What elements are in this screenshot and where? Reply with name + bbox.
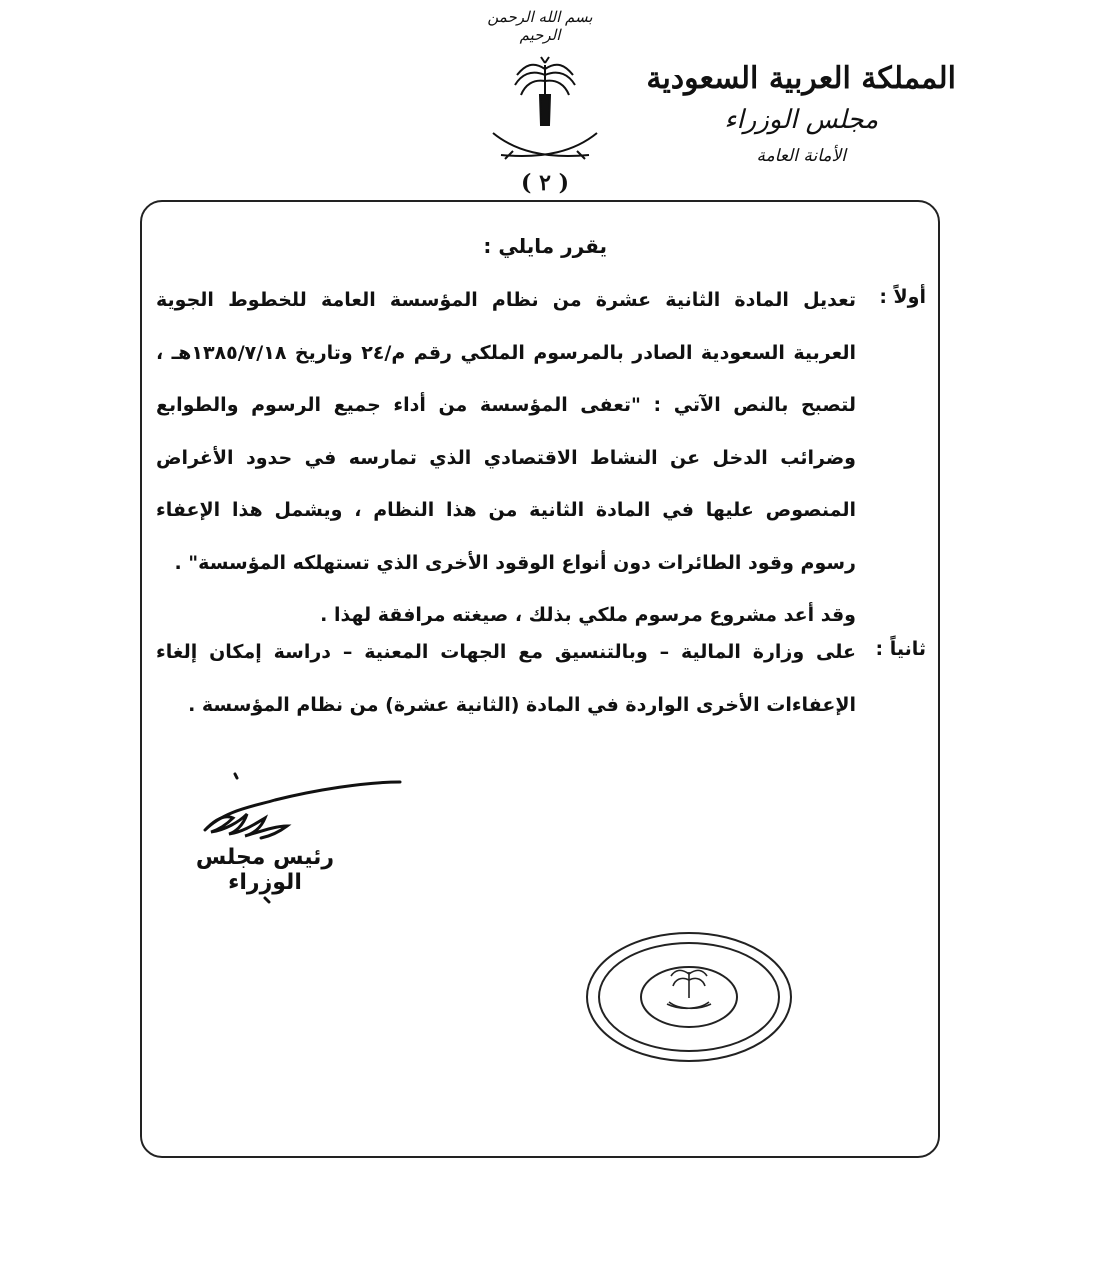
general-secretariat: الأمانة العامة: [756, 146, 846, 166]
saudi-emblem-icon: [485, 55, 605, 175]
clause-1-note: وقد أعد مشروع مرسوم ملكي بذلك ، صيغته مرافقة لهذا .: [320, 604, 856, 626]
clause-2-body: [156, 626, 856, 731]
page-number: ( ٢ ): [521, 170, 569, 196]
basmala: بسم الله الرحمن الرحيم: [487, 8, 593, 44]
official-seal: [583, 928, 795, 1066]
decides-heading: يقرر مايلي :: [483, 234, 607, 258]
council-name: مجلس الوزراء: [724, 105, 879, 135]
signer-title: رئيس مجلس الوزراء: [195, 845, 335, 895]
clause-1-body: [156, 274, 856, 642]
clause-1-text: تعديل المادة الثانية عشرة من نظام المؤسسة العامة للخطوط الجوية العربية السعودية الصادر بالمرسوم الملكي رقم م/٢٤ وتاريخ ١٣٨٥/٧/١٨هـ ، لتصبح بالنص الآتي : "تعفى المؤسسة من أداء جميع الرسوم والطوابع وضرائب الدخل عن النشاط الاقتصادي الذي تمارسه في حدود الأغراض المنصوص عليها في المادة الثانية من هذا النظام ، ويشمل هذا الإعفاء رسوم وقود الطائرات دون أنواع الوقود الأخرى الذي تستهلكه المؤسسة" .: [156, 289, 856, 574]
kingdom-name: المملكة العربية السعودية: [646, 61, 956, 96]
letterhead: [646, 58, 956, 172]
clause-1-label: أولاً :: [879, 286, 926, 308]
clause-2-label: ثانياً :: [875, 638, 926, 660]
clause-2-text: على وزارة المالية – وبالتنسيق مع الجهات المعنية – دراسة إمكان إلغاء الإعفاءات الأخرى الواردة في المادة (الثانية عشرة) من نظام المؤسسة .: [156, 641, 856, 716]
